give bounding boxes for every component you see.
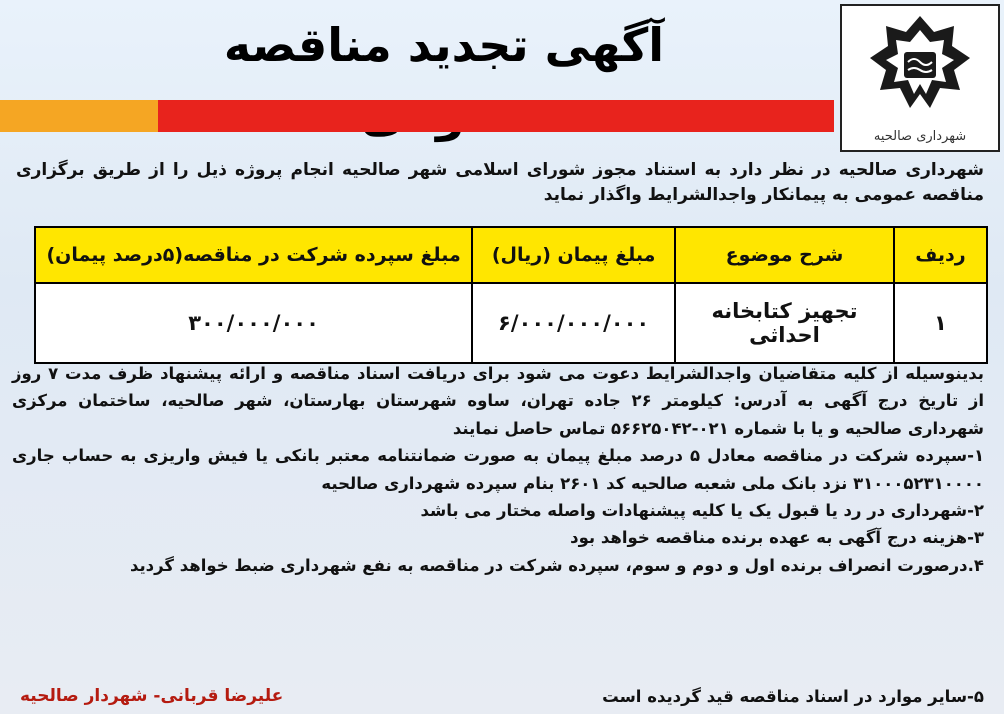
table-header-row [35,227,987,283]
header-bar-red [158,100,834,132]
invitation-paragraph: بدینوسیله از کلیه متقاضیان واجدالشرایط دعوت می شود برای دریافت اسناد مناقصه و ارائه پیشنهاد ظرف مدت ۷ روز از تاریخ درج آگهی به آدرس: کیلومتر ۲۶ جاده تهران، ساوه شهرستان بهارستان، شهر صالحیه، ساختمان مرکزی شهرداری صالحیه و یا با شماره ۰۲۱-۵۶۶۲۵۰۴۲ تماس حاصل نمایند [12,364,985,438]
header-subject: شرح موضوع [675,227,894,283]
header-row-number: ردیف [894,227,987,283]
cell-deposit: ۳۰۰/۰۰۰/۰۰۰ [35,283,472,363]
signature: علیرضا قربانی- شهردار صالحیه [20,686,284,706]
intro-paragraph: شهرداری صالحیه در نظر دارد به استناد مجوز شورای اسلامی شهر صالحیه انجام پروژه ذیل را از طریق برگزاری مناقصه عمومی به پیمانکار واجدالشرایط واگذار نماید [16,160,984,205]
condition-item-3: ۳-هزینه درج آگهی به عهده برنده مناقصه خواهد بود [570,528,984,548]
tender-table [34,226,988,364]
cell-subject: تجهیز کتابخانه احداثی [675,283,894,363]
condition-item-1: ۱-سپرده شرکت در مناقصه معادل ۵ درصد مبلغ پیمان به صورت ضمانتنامه معتبر بانکی یا فیش واریزی به حساب جاری ۳۱۰۰۰۵۲۳۱۰۰۰۰ نزد بانک ملی شعبه صالحیه کد ۲۶۰۱ بنام سپرده شهرداری صالحیه [12,446,985,493]
header-deposit: مبلغ سپرده شرکت در مناقصه(۵درصد پیمان) [35,227,472,283]
logo-caption: شهرداری صالحیه [873,129,967,144]
page-title: آگهی تجدید مناقصه [223,18,665,72]
logo [840,4,1000,152]
header [0,0,1004,158]
cell-amount: ۶/۰۰۰/۰۰۰/۰۰۰ [472,283,675,363]
header-amount: مبلغ پیمان (ریال) [472,227,675,283]
cell-row-number: ۱ [894,283,987,363]
condition-item-2: ۲-شهرداری در رد یا قبول یک یا کلیه پیشنهادات واصله مختار می باشد [420,501,984,521]
table-row [35,283,987,363]
header-bar-yellow [0,100,158,132]
condition-item-5: ۵-سایر موارد در اسناد مناقصه قید گردیده است [602,687,984,706]
body-text [12,360,984,579]
municipality-emblem-icon [864,12,976,120]
condition-item-4: ۴.درصورت انصراف برنده اول و دوم و سوم، سپرده شرکت در مناقصه به نفع شهرداری ضبط خواهد گردید [129,555,984,575]
